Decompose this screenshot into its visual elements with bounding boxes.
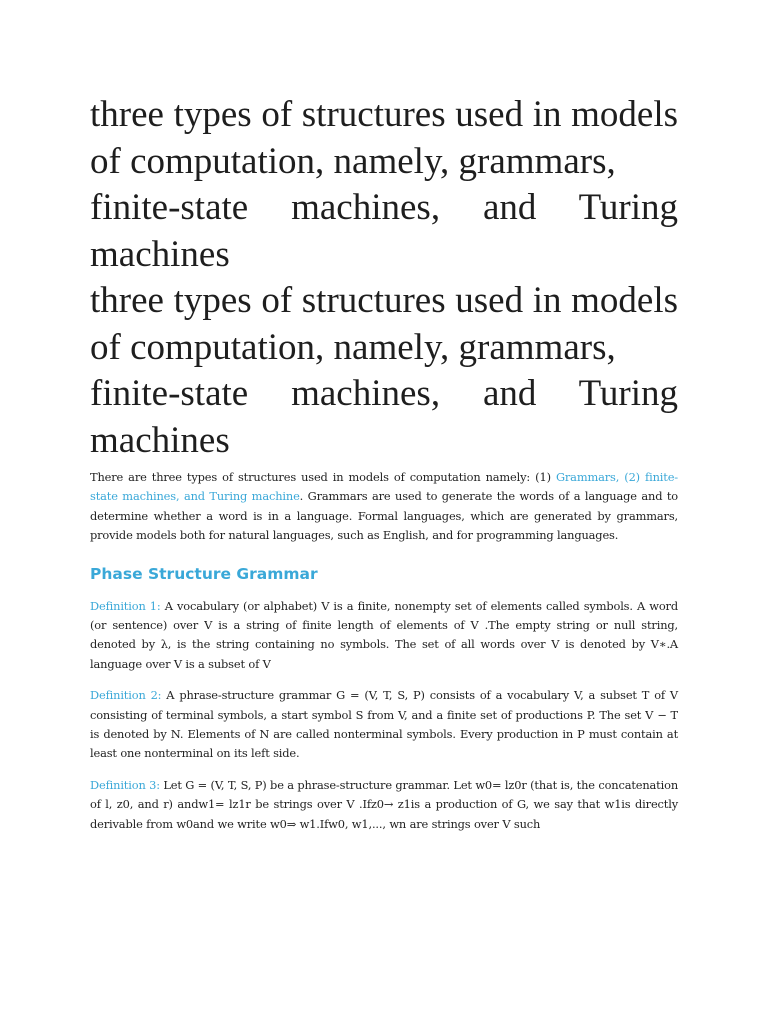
definition-1-text: A vocabulary (or alphabet) V is a finite, nonempty set of elements called symbols. A word (or sentence) over V is a string of finite length of elements of V .The empty string or null string, denoted by λ, is the string containing no symbols. The set of all words over V is denoted by V∗.A language over V is a subset of V — [90, 598, 678, 671]
section-heading: Phase Structure Grammar — [90, 564, 318, 583]
intro-link[interactable]: Grammars, (2) finite-state machines, and Turing machine — [90, 470, 679, 504]
intro-paragraph — [90, 468, 678, 546]
definition-1-label: Definition 1: — [90, 598, 161, 613]
large-text-block-4: finite-state machines, and Turing machines — [90, 373, 678, 461]
large-text-block-2: finite-state machines, and Turing machines — [90, 187, 678, 275]
intro-text-after: . Grammars are used to generate the words of a language and to determine whether a word is in a language. Formal languages, which are generated by grammars, provide models both for natural languages, such as English, and for programming languages. — [90, 489, 678, 543]
large-text-block-1: three types of structures used in models of computation, namely, grammars, — [90, 94, 678, 182]
large-text-block-3: three types of structures used in models of computation, namely, grammars, — [90, 280, 678, 368]
definition-3-text: Let G = (V, T, S, P) be a phrase-structure grammar. Let w0= lz0r (that is, the concatenation of l, z0, and r) andw1= lz1r be strings over V .Ifz0→ z1is a production of G, we say that w1is directly derivable from w0and we write w0⇒ w1.Ifw0, w1,..., wn are strings over V such — [90, 777, 678, 831]
definition-3 — [90, 776, 678, 834]
definition-2-label: Definition 2: — [90, 688, 162, 703]
definition-2 — [90, 686, 678, 764]
definition-3-label: Definition 3: — [90, 777, 160, 792]
intro-text-before: There are three types of structures used in models of computation namely: (1) — [90, 470, 556, 484]
definition-2-text: A phrase-structure grammar G = (V, T, S, P) consists of a vocabulary V, a subset T of V consisting of terminal symbols, a start symbol S from V, and a finite set of productions P. The set V − T is denoted by N. Elements of N are called nonterminal symbols. Every production in P must contain at least one nonterminal on its left side. — [90, 688, 678, 761]
document-page — [90, 92, 678, 834]
definition-1 — [90, 597, 678, 675]
